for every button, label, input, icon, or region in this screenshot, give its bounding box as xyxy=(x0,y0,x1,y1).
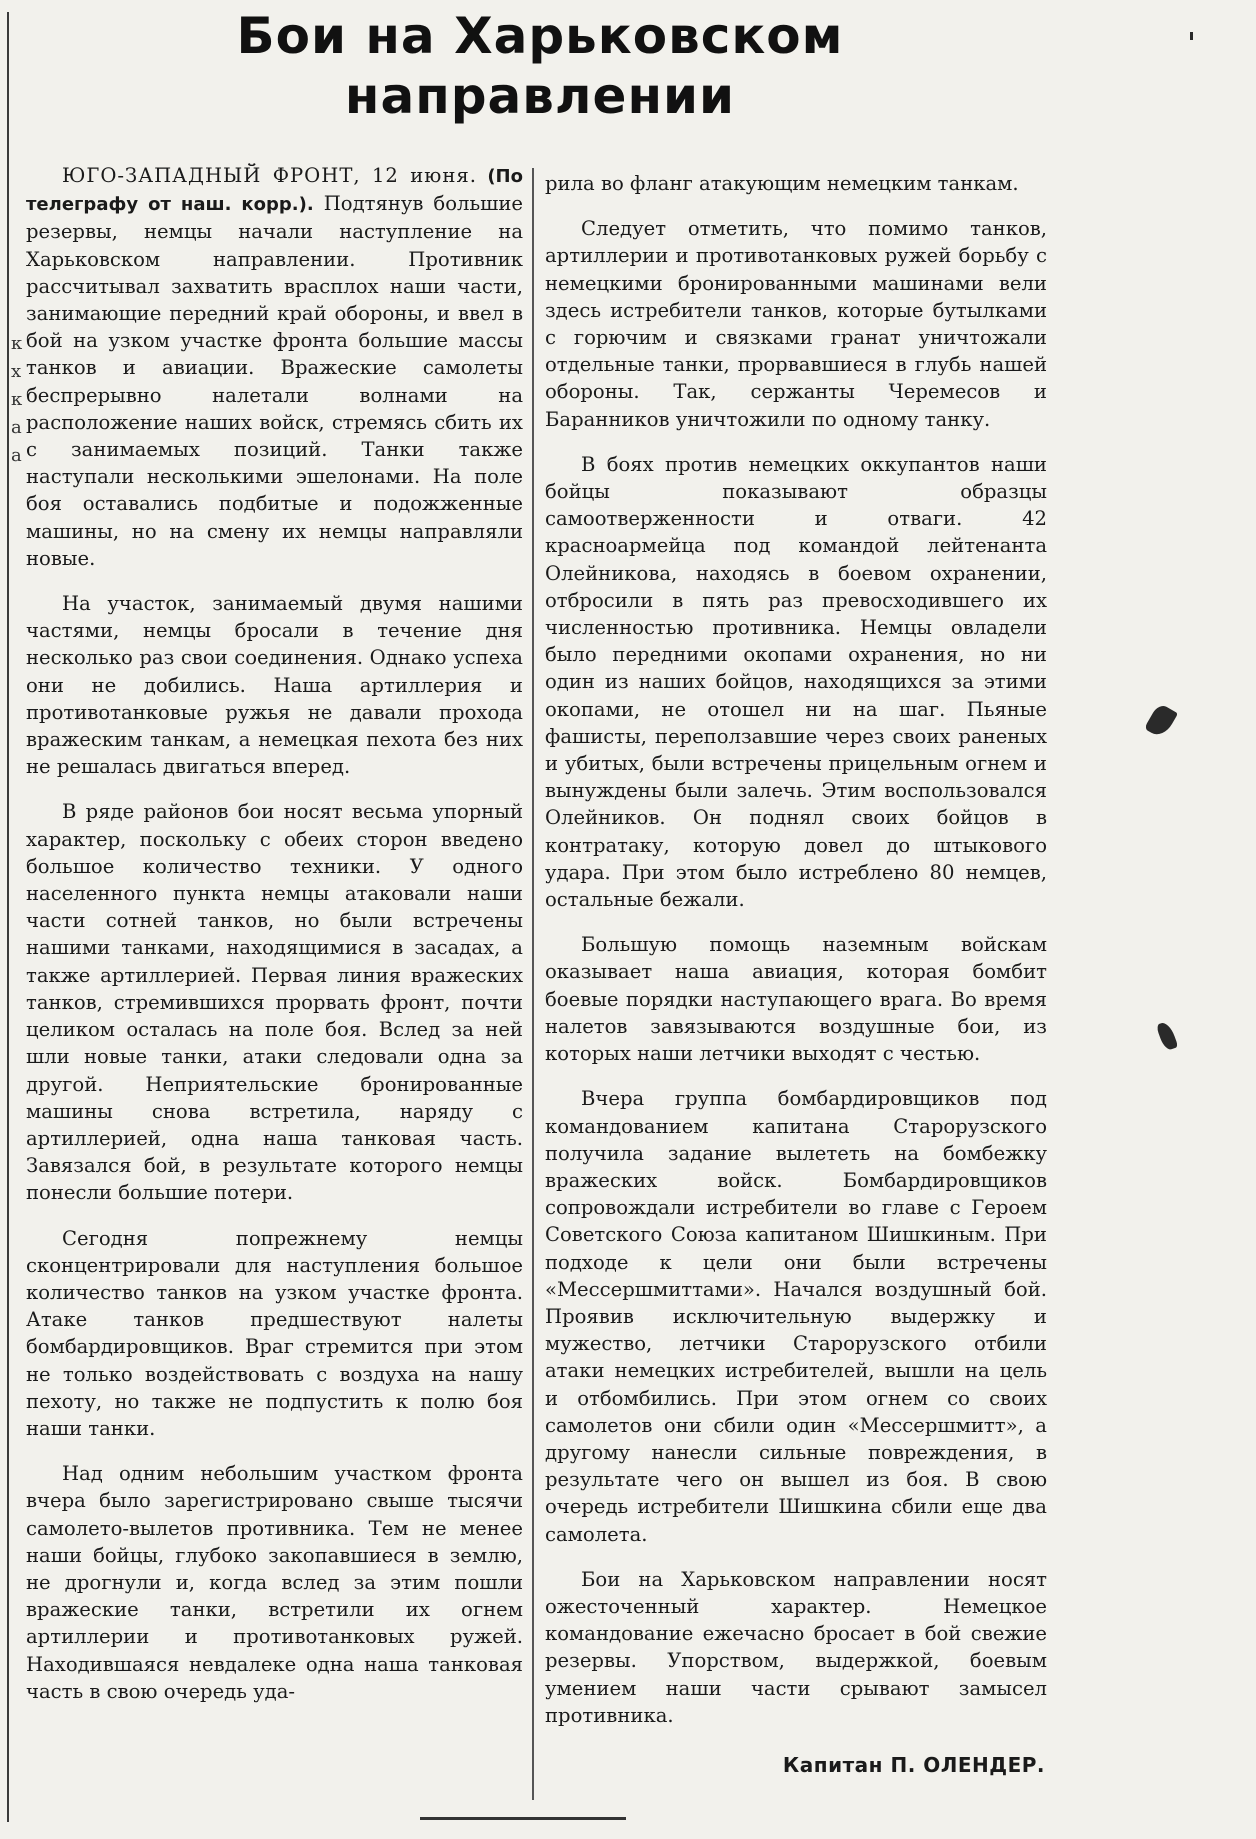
paragraph-text: Подтянув большие резервы, немцы начали наступление на Харьковском направлении. Противник рассчитывал захватить врасплох наши части, занимающие передний край обороны, и ввел в бой на узком участке фронта большие массы танков и авиации. Вражеские самолеты беспрерывно налетали волнами на расположение наших войск, стремясь сбить их с занимаемых позиций. Танки также наступали несколькими эшелонами. На поле боя оставались подбитые и подожженные машины, но на смену их немцы направляли новые. xyxy=(26,192,524,570)
headline-line-1: Бои на Харьковском xyxy=(236,7,844,65)
left-edge-fragments xyxy=(11,330,23,470)
author-signature: Капитан П. ОЛЕНДЕР. xyxy=(782,1753,1045,1777)
dateline: ЮГО-ЗАПАДНЫЙ ФРОНТ, 12 июня. xyxy=(62,164,477,187)
paragraph: Вчера группа бомбардировщиков под командованием капитана Старорузского получила задание вылететь на бомбежку вражеских войск. Бомбардировщиков сопровождали истребители во главе с Героем Советского Союза капитаном Шишкиным. При подходе к цели они были встречены «Мессершмиттами». Начался воздушный бой. Проявив исключительную выдержку и мужество, летчики Старорузского отбили атаки немецких истребителей, вышли на цель и отбомбились. При этом огнем со своих самолетов они сбили один «Мессершмитт», а другому нанесли сильные повреждения, в результате чего он вышел из боя. В свою очередь истребители Шишкина сбили еще два самолета. xyxy=(545,1087,1047,1546)
paragraph: Над одним небольшим участком фронта вчера было зарегистрировано свыше тысячи самолето-вылетов противника. Тем не менее наши бойцы, глубоко закопавшиеся в землю, не дрогнули и, когда вслед за этим пошли вражеские танки, встретили их огнем артиллерии и противотанковых ружей. Находившаяся невдалеке одна наша танковая часть в свою очередь уда- xyxy=(26,1462,523,1703)
lead-credit: (По телеграфу от наш. корр.). xyxy=(26,166,523,216)
paragraph: рила во фланг атакующим немецким танкам. xyxy=(545,172,1019,195)
article-headline xyxy=(150,6,930,126)
edge-fragment: а xyxy=(11,445,22,466)
ink-blot xyxy=(1156,1020,1179,1051)
right-column xyxy=(545,170,1047,1747)
paragraph: На участок, занимаемый двумя нашими частями, немцы бросали в течение дня несколько раз свои соединения. Однако успеха они не добились. Наша артиллерия и противотанковые ружья не давали прохода вражеским танкам, а немецкая пехота без них не решалась двигаться вперед. xyxy=(26,592,523,779)
paragraph: Бои на Харьковском направлении носят ожесточенный характер. Немецкое командование ежечасно бросает в бой свежие резервы. Упорством, выдержкой, боевым умением наши части срывают замысел противника. xyxy=(545,1567,1047,1727)
edge-fragment: а xyxy=(11,417,22,438)
edge-fragment: х xyxy=(11,361,22,382)
paragraph: Большую помощь наземным войскам оказывает наша авиация, которая бомбит боевые порядки наступающего врага. Во время налетов завязываются воздушные бои, из которых наши летчики выходят с честью. xyxy=(545,933,1047,1066)
left-column xyxy=(26,162,523,1723)
edge-fragment: к xyxy=(11,333,23,354)
paragraph: В боях против немецких оккупантов наши бойцы показывают образцы самоотверженности и отваги. 42 красноармейца под командой лейтенанта Олейникова, находясь в боевом охранении, отбросили в пять раз превосходившего их численностью противника. Немцы овладели было передними окопами охранения, но ни один из наших бойцов, находящихся за этими окопами, не отошел ни на шаг. Пьяные фашисты, переползавшие через своих раненых и убитых, были встречены прицельным огнем и вынуждены были залечь. Этим воспользовался Олейников. Он поднял своих бойцов в контратаку, которую довел до штыкового удара. При этом было истреблено 80 немцев, остальные бежали. xyxy=(545,452,1047,912)
edge-fragment: к xyxy=(11,389,23,410)
left-edge-rule xyxy=(7,12,9,1822)
paragraph: В ряде районов бои носят весьма упорный характер, поскольку с обеих сторон введено большое количество техники. У одного населенного пункта немцы атаковали наши части сотней танков, но были встречены нашими танками, находящимися в засадах, а также артиллерией. Первая линия вражеских танков, стремившихся прорвать фронт, почти целиком осталась на поле боя. Вслед за ней шли новые танки, атаки следовали одна за другой. Неприятельские бронированные машины снова встретила, наряду с артиллерией, одна наша танковая часть. Завязался бой, в результате которого немцы понесли большие потери. xyxy=(26,800,523,1205)
paragraph: Сегодня попрежнему немцы сконцентрировали для наступления большое количество танков на узком участке фронта. Атаке танков предшествуют налеты бомбардировщиков. Враг стремится при этом не только воздействовать с воздуха на нашу пехоту, но также не подпустить к полю боя наши танки. xyxy=(26,1226,523,1440)
ink-blot xyxy=(1190,32,1193,40)
end-rule xyxy=(420,1817,626,1820)
paragraph: Следует отметить, что помимо танков, артиллерии и противотанковых ружей борьбу с немецкими бронированными машинами вели здесь истребители танков, которые бутылками с горючим и связками гранат уничтожали отдельные танки, прорвавшиеся в глубь нашей обороны. Так, сержанты Черемесов и Баранников уничтожили по одному танку. xyxy=(545,217,1047,431)
headline-line-2: направлении xyxy=(344,67,736,125)
paragraph xyxy=(26,162,523,572)
ink-blot xyxy=(1144,703,1178,740)
column-divider xyxy=(532,168,534,1800)
